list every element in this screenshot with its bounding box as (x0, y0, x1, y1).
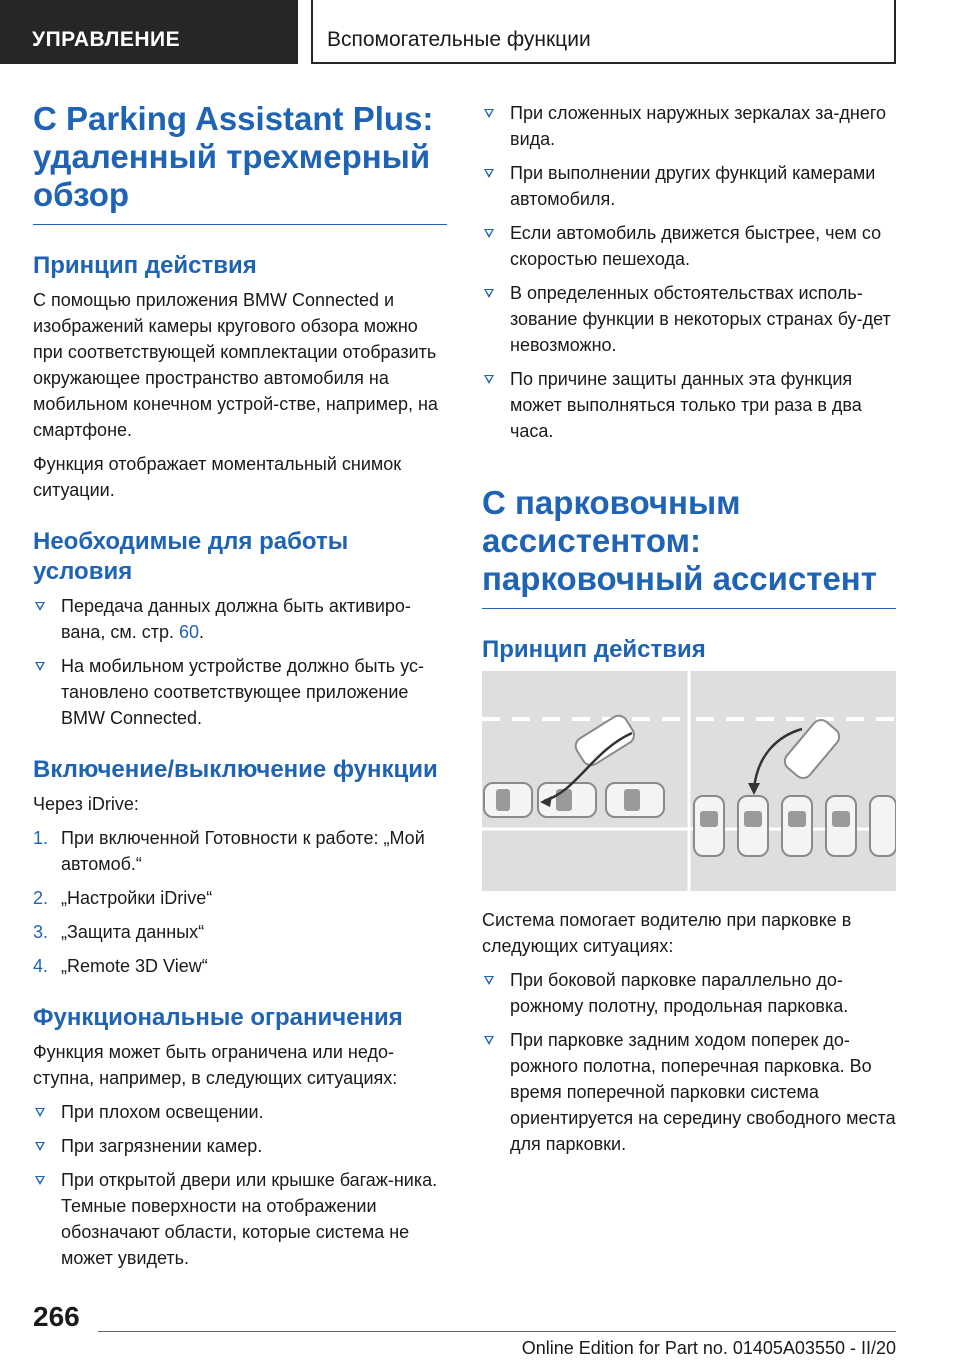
triangle-bullet-icon (484, 109, 494, 118)
paragraph: С помощью приложения BMW Connected и изображений камеры кругового обзора можно при соответствующей комплектации отобразить окружающее пространство автомобиля на мобильном конечном устрой-стве, например, на смартфоне. (33, 290, 438, 440)
step-item: 3. „Защита данных“ (33, 919, 447, 945)
paragraph: Через iDrive: (33, 794, 139, 814)
list-item: Передача данных должна быть активиро-вана, см. стр. 60. (33, 593, 447, 645)
section-title-parking-assistant: С парковочным ассистентом: парковочный ассистент (482, 484, 877, 597)
chapter-title: Вспомогательные функции (311, 0, 896, 64)
list-item: В определенных обстоятельствах исполь-зование функции в некоторых странах бу-дет невозможно. (482, 280, 896, 358)
triangle-bullet-icon (484, 229, 494, 238)
triangle-bullet-icon (35, 1176, 45, 1185)
parking-illustration (482, 671, 896, 891)
step-number: 3. (33, 922, 49, 942)
left-column (33, 100, 447, 1279)
list-item: При боковой парковке параллельно до-рожному полотну, продольная парковка. (482, 967, 896, 1019)
heading-principle: Принцип действия (482, 636, 706, 663)
parking-situations-list (482, 967, 896, 1157)
step-item: 4. „Remote 3D View“ (33, 953, 447, 979)
triangle-bullet-icon (35, 602, 45, 611)
list-item: При открытой двери или крышке багаж-ника. Темные поверхности на отображении обозначают области, которые система не может увидеть. (33, 1167, 447, 1271)
title-divider (33, 224, 447, 225)
page-number: 266 (33, 1301, 80, 1332)
list-item: На мобильном устройстве должно быть ус-тановлено соответствующее приложение BMW Connected. (33, 653, 447, 731)
triangle-bullet-icon (35, 1108, 45, 1117)
triangle-bullet-icon (484, 976, 494, 985)
list-item: При выполнении других функций камерами автомобиля. (482, 160, 896, 212)
list-item: При плохом освещении. (33, 1099, 447, 1125)
list-item: Если автомобиль движется быстрее, чем со скоростью пешехода. (482, 220, 896, 272)
paragraph: Функция отображает моментальный снимок ситуации. (33, 454, 402, 500)
triangle-bullet-icon (35, 662, 45, 671)
list-item: При парковке задним ходом поперек до-рожного полотна, поперечная парковка. Во время поперечной парковки система ориентируется на середину свободного места для парковки. (482, 1027, 896, 1157)
list-item: При сложенных наружных зеркалах за-днего вида. (482, 100, 896, 152)
section-title-remote-3d-view: С Parking Assistant Plus: удаленный трехмерный обзор (33, 100, 434, 213)
list-item: При загрязнении камер. (33, 1133, 447, 1159)
heading-principle: Принцип действия (33, 252, 257, 279)
limits-list (33, 1099, 447, 1271)
right-column (482, 100, 896, 1165)
edition-note: Online Edition for Part no. 01405A03550 - II/20 (521, 1338, 896, 1358)
triangle-bullet-icon (484, 1036, 494, 1045)
step-item: 2. „Настройки iDrive“ (33, 885, 447, 911)
title-divider (482, 608, 896, 609)
heading-toggle: Включение/выключение функции (33, 756, 438, 783)
paragraph: Система помогает водителю при парковке в следующих ситуациях: (482, 910, 852, 956)
footer-divider (98, 1331, 896, 1332)
triangle-bullet-icon (484, 169, 494, 178)
triangle-bullet-icon (484, 375, 494, 384)
limits-list-continued (482, 100, 896, 444)
list-item: По причине защиты данных эта функция может выполняться только три раза в два часа. (482, 366, 896, 444)
heading-requirements: Необходимые для работы условия (33, 528, 349, 585)
steps-list (33, 825, 447, 979)
triangle-bullet-icon (484, 289, 494, 298)
page-reference-link[interactable]: 60 (178, 622, 200, 642)
requirements-list (33, 593, 447, 731)
heading-limits: Функциональные ограничения (33, 1004, 403, 1031)
section-tab[interactable]: УПРАВЛЕНИЕ (0, 0, 298, 64)
paragraph: Функция может быть ограничена или недо-ступна, например, в следующих ситуациях: (33, 1042, 398, 1088)
triangle-bullet-icon (35, 1142, 45, 1151)
step-number: 4. (33, 956, 49, 976)
step-number: 1. (33, 828, 49, 848)
step-number: 2. (33, 888, 49, 908)
step-item: 1. При включенной Готовности к работе: „Мой автомоб.“ (33, 825, 447, 877)
